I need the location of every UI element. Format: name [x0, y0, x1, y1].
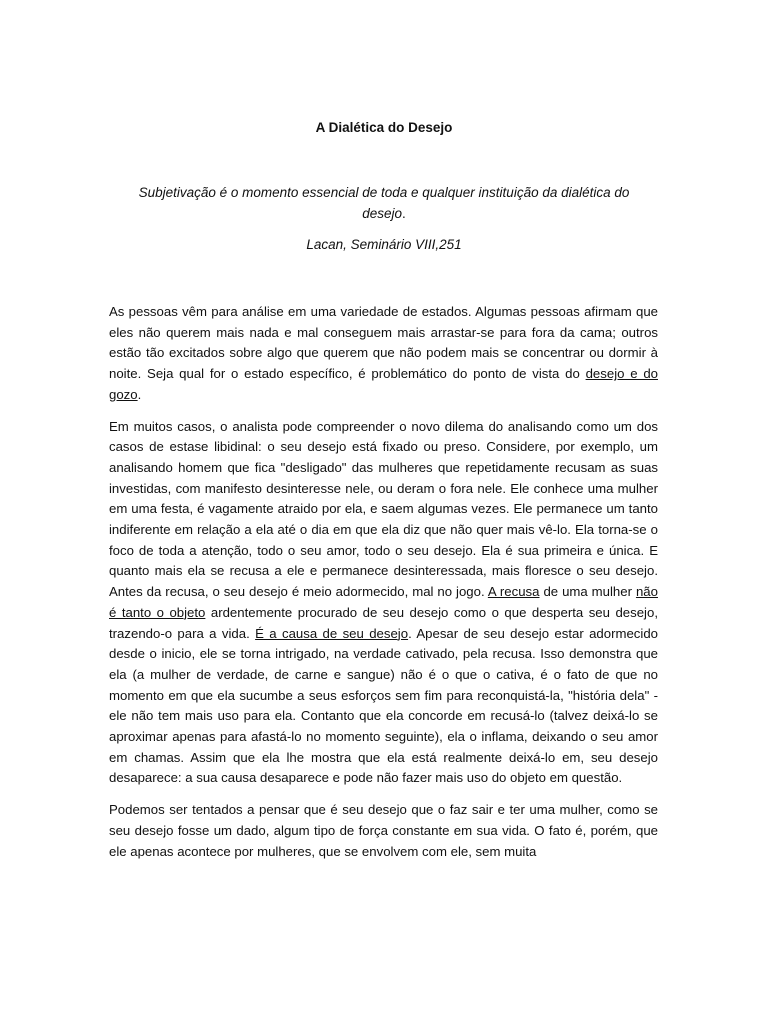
paragraph-2	[109, 417, 658, 790]
paragraph-1-text: As pessoas vêm para análise em uma variedade de estados. Algumas pessoas afirmam que eles não querem mais nada e mal conseguem mais arrastar-se para fora da cama; outros estão tão excitados sobre algo que querem que não podem mais se concentrar ou dormir à noite. Seja qual for o estado específico, é problemático do ponto de vista do	[109, 304, 658, 382]
document-body	[109, 302, 658, 873]
underlined-phrase: desejo e do gozo	[109, 366, 658, 402]
paragraph-2-text-a: Em muitos casos, o analista pode compreender o novo dilema do analisando como um dos casos de estase libidinal: o seu desejo está fixado ou preso. Considere, por exemplo, um analisando homem que fica "desligado" das mulheres que repetidamente recusam as suas investidas, com manifesto desinteresse nele, ou deram o fora nele. Ele conhece uma mulher em uma festa, é vagamente atraido por ela, e saem algumas vezes. Ele permanece um tanto indiferente em relação a ela até o dia em que ela diz que não quer mais vê-lo. Ela torna-se o foco de toda a atenção, todo o seu amor, todo o seu desejo. Ela é sua primeira e única. E quanto mais ela se recusa a ele e permanece desinteressada, mais floresce o seu desejo. Antes da recusa, o seu desejo é meio adormecido, mal no jogo.	[109, 418, 658, 600]
paragraph-1	[109, 302, 658, 406]
epigraph-period: .	[402, 206, 406, 221]
underlined-phrase: A recusa	[487, 584, 540, 600]
epigraph-text: Subjetivação é o momento essencial de toda e qualquer instituição da dialética do desejo	[138, 185, 630, 221]
paragraph-2-text-c: ardentemente procurado de seu desejo como o que desperta seu desejo, trazendo-o para a vida.	[109, 604, 658, 641]
epigraph-source: Lacan, Seminário VIII,251	[306, 237, 462, 252]
paragraph-3: Podemos ser tentados a pensar que é seu desejo que o faz sair e ter uma mulher, como se seu desejo fosse um dado, algum tipo de força constante em sua vida. O fato é, porém, que ele apenas acontece por mulheres, que se envolvem com ele, sem muita	[109, 802, 658, 859]
paragraph-1-end: .	[137, 386, 142, 402]
underlined-phrase: É a causa de seu desejo	[255, 625, 409, 641]
paragraph-2-text-b: de uma mulher	[539, 584, 636, 600]
epigraph-quote	[118, 182, 650, 224]
document-title: A Dialética do Desejo	[315, 120, 453, 135]
underlined-phrase: não é tanto o objeto	[109, 584, 658, 620]
paragraph-2-text-d: . Apesar de seu desejo estar adormecido desde o inicio, ele se torna intrigado, na verdade cativado, pela recusa. Isso demonstra que ela (a mulher de verdade, de carne e sangue) não é o que o cativa, é o fato de que no momento em que ela sucumbe a seus esforços sem fim para reconquistá-la, "história dela" - ele não tem mais uso para ela. Contanto que ela concorde em recusá-lo (talvez deixá-lo se aproximar apenas para afastá-lo no momento seguinte), ela o inflama, deixando o seu amor em chamas. Assim que ela lhe mostra que ela está realmente deixá-lo em, seu desejo desaparece: a sua causa desaparece e pode não fazer mais uso do objeto em questão.	[109, 625, 658, 786]
